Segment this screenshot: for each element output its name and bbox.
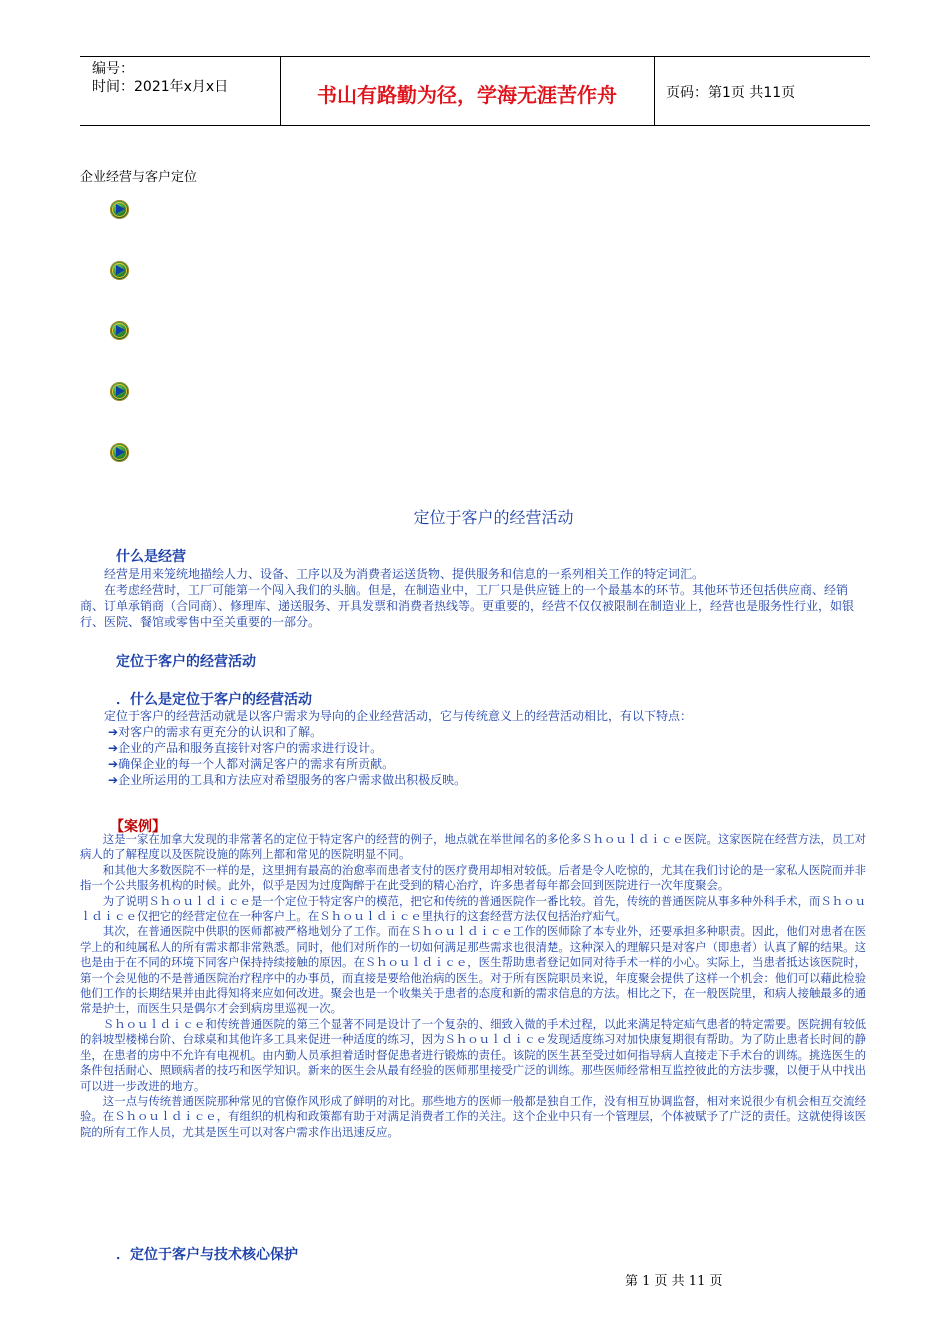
section-body <box>80 566 870 630</box>
arrow-icon: ➔ <box>108 773 119 787</box>
list-item: ➔企业的产品和服务直接针对客户的需求进行设计。 <box>108 741 383 755</box>
arrow-icon: ➔ <box>108 741 119 755</box>
header-meta <box>92 60 228 96</box>
header-motto: 书山有路勤为径，学海无涯苦作舟 <box>317 83 617 107</box>
paragraph: 其次，在普通医院中供职的医师都被严格地划分了工作。而在Ｓｈｏｕｌｄｉｃｅ工作的医师除了本专业外，还要承担多种职责。因此，他们对患者在医学上的和纯属私人的所有需求都非常熟悉。同时，他们对所作的一切如何满足那些需求也很清楚。这种深入的理解只是对客户（即患者）认真了解的结果。这也是由于在不同的环境下同客户保持持续接触的原因。在Ｓｈｏｕｌｄｉｃｅ，医生帮助患者登记如同对待手术一样的小心。实际上，当患者抵达该医院时，第一个会见他的不是普通医院治疗程序中的办事员，而直接是要给他治病的医生。对于所有医院职员来说，年度聚会提供了这样一个机会：他们可以藉此检验他们工作的长期结果并由此得知将来应如何改进。聚会也是一个收集关于患者的态度和新的需求信息的方法。相比之下，在一般医院里，和病人接触最多的通常是护士，而医生只是偶尔才会到病房里巡视一次。 <box>80 924 866 1016</box>
document-time-label: 时间：2021年x月x日 <box>92 79 229 95</box>
case-body <box>80 832 872 1140</box>
paragraph: 在考虑经营时，工厂可能第一个闯入我们的头脑。但是，在制造业中，工厂只是供应链上的一个最基本的环节。其他环节还包括供应商、经销商、订单承销商（合同商）、修理库、递送服务、开具发票和消费者热线等。更重要的，经营不仅仅被限制在制造业上，经营也是服务性行业，如银行、医院、餐馆或零售中至关重要的一部分。 <box>80 583 855 629</box>
section-heading: 什么是经营 <box>116 549 186 565</box>
document-number-label: 编号： <box>92 61 134 77</box>
play-media-icon[interactable] <box>110 261 129 280</box>
header-divider <box>654 57 655 125</box>
page-footer: 第 1 页 共 11 页 <box>625 1274 723 1289</box>
page-header <box>80 56 870 126</box>
paragraph: 和其他大多数医院不一样的是，这里拥有最高的治愈率而患者支付的医疗费用却相对较低。后者是令人吃惊的，尤其在我们讨论的是一家私人医院而并非指一个公共服务机构的时候。此外，似乎是因为过度陶醉于在此受到的精心治疗，许多患者每年都会回到医院进行一次年度聚会。 <box>80 862 866 893</box>
play-media-icon[interactable] <box>110 382 129 401</box>
paragraph: Ｓｈｏｕｌｄｉｃｅ和传统普通医院的第三个显著不同是设计了一个复杂的、细致入微的手术过程，以此来满足特定疝气患者的特定需要。医院拥有较低的斜坡型楼梯台阶、台球桌和其他许多工具来促进一种适度的练习，因为Ｓｈｏｕｌｄｉｃｅ发现适度练习对加快康复期很有帮助。为了防止患者长时间的静坐，在患者的房中不允许有电视机。由内勤人员承担着适时督促患者进行锻炼的责任。该院的医生甚至受过如何指导病人直接走下手术台的训练。挑选医生的条件包括耐心、照顾病者的技巧和医学知识。新来的医生会从最有经验的医师那里接受广泛的训练。那些医师经常相互监控彼此的方法步骤，以便于从中找出可以进一步改进的地方。 <box>80 1016 866 1093</box>
document-title: 企业经营与客户定位 <box>80 170 198 185</box>
section-heading: 定位于客户的经营活动 <box>116 654 256 670</box>
paragraph: 这是一家在加拿大发现的非常著名的定位于特定客户的经营的例子，地点就在举世闻名的多伦多Ｓｈｏｕｌｄｉｃｅ医院。这家医院在经营方法，员工对病人的了解程度以及医院设施的陈列上都和常见的医院明显不同。 <box>80 832 866 862</box>
arrow-icon: ➔ <box>108 757 119 771</box>
arrow-icon: ➔ <box>108 725 119 739</box>
list-item: ➔企业所运用的工具和方法应对希望服务的客户需求做出积极反映。 <box>108 773 467 787</box>
play-media-icon[interactable] <box>110 321 129 340</box>
paragraph: 定位于客户的经营活动就是以客户需求为导向的企业经营活动，它与传统意义上的经营活动相比，有以下特点： <box>104 709 693 723</box>
paragraph: 经营是用来笼统地描绘人力、设备、工序以及为消费者运送货物、提供服务和信息的一系列相关工作的特定词汇。 <box>104 567 705 581</box>
play-media-icon[interactable] <box>110 200 129 219</box>
section-heading: ．什么是定位于客户的经营活动 <box>116 692 312 708</box>
case-heading: 【案例】 <box>110 819 166 835</box>
paragraph: 为了说明Ｓｈｏｕｌｄｉｃｅ是一个定位于特定客户的模范，把它和传统的普通医院作一番比较。首先，传统的普通医院从事多种外科手术，而Ｓｈｏｕｌｄｉｃｅ仅把它的经营定位在一种客户上。在Ｓｈｏｕｌｄｉｃｅ里执行的这套经营方法仅包括治疗疝气。 <box>80 893 866 924</box>
section-body <box>80 708 870 788</box>
header-page-info: 页码：第1页 共11页 <box>666 85 796 101</box>
play-media-icon[interactable] <box>110 443 129 462</box>
center-heading: 定位于客户的经营活动 <box>413 508 574 527</box>
section-heading: ．定位于客户与技术核心保护 <box>116 1247 298 1263</box>
list-item: ➔对客户的需求有更充分的认识和了解。 <box>108 725 323 739</box>
list-item: ➔确保企业的每一个人都对满足客户的需求有所贡献。 <box>108 757 395 771</box>
paragraph: 这一点与传统普通医院那种常见的官僚作风形成了鲜明的对比。那些地方的医师一般都是独自工作，没有相互协调监督，相对来说很少有机会相互交流经验。在Ｓｈｏｕｌｄｉｃｅ，有组织的机构和政策都有助于对满足消费者工作的关注。这个企业中只有一个管理层，个体被赋予了广泛的责任。这就使得该医院的所有工作人员，尤其是医生可以对客户需求作出迅速反应。 <box>80 1093 866 1139</box>
